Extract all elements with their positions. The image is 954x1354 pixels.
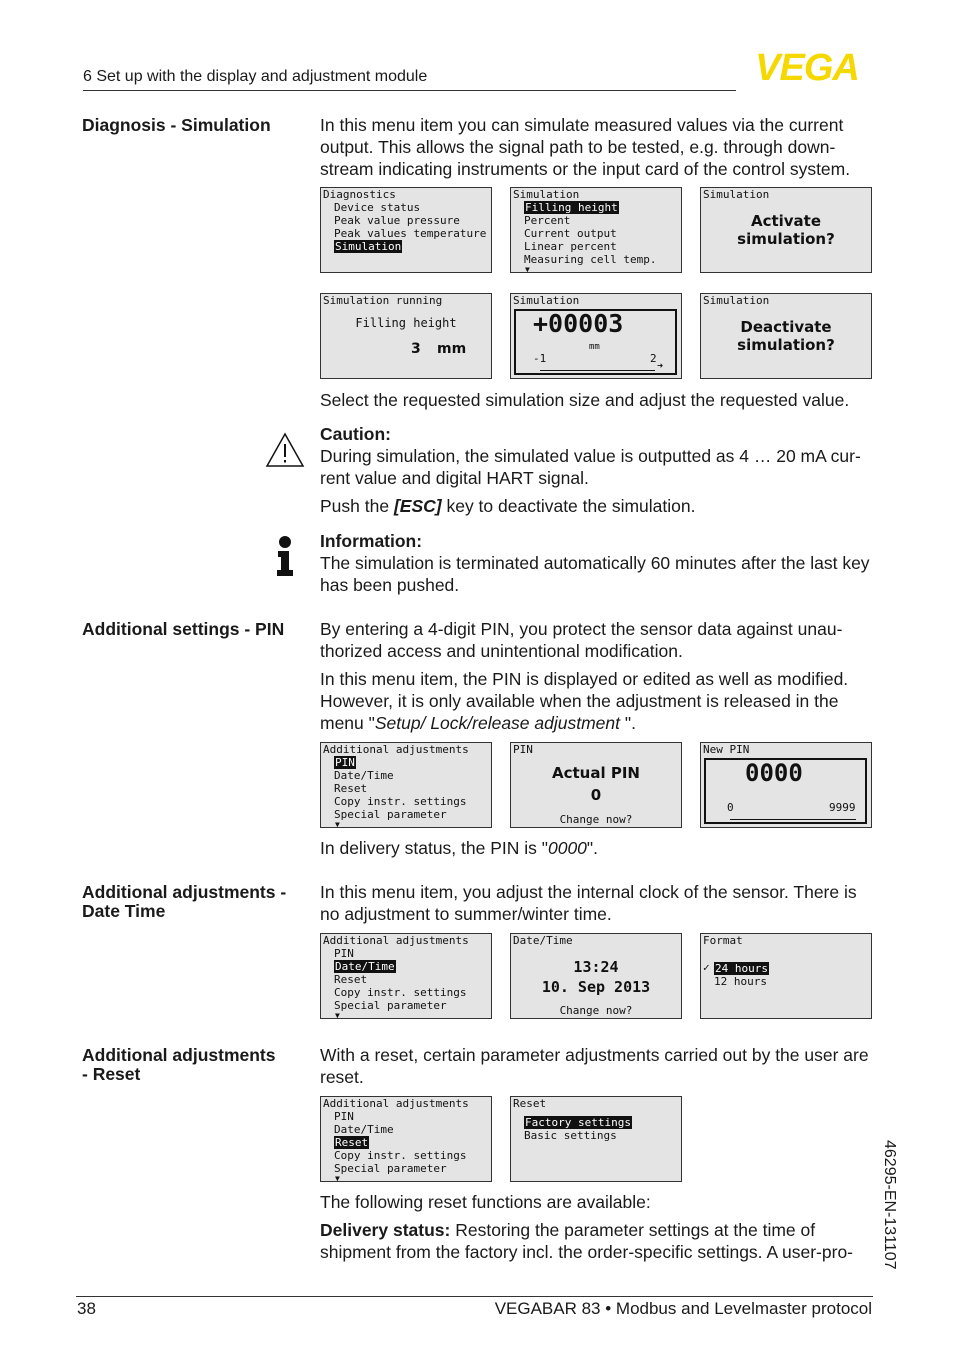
- section-title-reset: Additional adjustments - Reset: [82, 1045, 276, 1084]
- screen-reset: [510, 1096, 682, 1182]
- menu-item: Linear percent: [524, 240, 617, 253]
- screen-simulation-edit: [510, 293, 682, 379]
- new-pin-value: 0000: [745, 759, 803, 787]
- warning-icon: [265, 432, 305, 468]
- page-number: 38: [77, 1299, 96, 1318]
- menu-item-selected: Date/Time: [335, 960, 395, 973]
- menu-item: Date/Time: [334, 1123, 394, 1136]
- screen-datetime: [510, 933, 682, 1019]
- range-min: -1: [533, 352, 547, 365]
- screen-title: Diagnostics: [323, 188, 396, 201]
- menu-item-selected: Factory settings: [525, 1116, 631, 1129]
- document-title: VEGABAR 83 • Modbus and Levelmaster protocol: [494, 1299, 872, 1318]
- menu-item: Copy instr. settings: [334, 1149, 467, 1162]
- change-now-text: Change now?: [559, 813, 633, 826]
- screen-title: Date/Time: [513, 934, 573, 947]
- screen-title: Simulation running: [323, 294, 443, 307]
- menu-item: Peak value pressure: [334, 214, 460, 227]
- screen-title: Simulation: [513, 188, 580, 201]
- menu-item: 12 hours: [714, 975, 767, 988]
- screen-title: Simulation: [513, 294, 580, 307]
- esc-instruction: Push the [ESC] key to deactivate the simulation.: [320, 496, 696, 516]
- pin-delivery-text: In delivery status, the PIN is "0000".: [320, 838, 598, 858]
- prompt-line: Activate: [750, 212, 822, 230]
- info-title: Information:: [320, 531, 423, 551]
- screen-format: [700, 933, 872, 1019]
- screen-datetime-menu: [320, 933, 492, 1019]
- section-title-datetime: Additional adjustments - Date Time: [82, 882, 287, 921]
- screen-title: Format: [703, 934, 743, 947]
- menu-item: Copy instr. settings: [334, 986, 467, 999]
- checkmark-icon: ✓: [703, 961, 710, 974]
- screen-title: Reset: [513, 1097, 547, 1110]
- caution-text: During simulation, the simulated value is outputted as 4 … 20 mA cur-rent value and digital HART signal.: [320, 446, 861, 488]
- simulation-select-text: Select the requested simulation size and adjust the requested value.: [320, 390, 850, 410]
- menu-item: Basic settings: [524, 1129, 617, 1142]
- screen-simulation-menu: [510, 187, 682, 273]
- edit-unit: mm: [589, 342, 600, 352]
- menu-item: Special parameter: [334, 1162, 447, 1175]
- screen-activate-simulation: [700, 187, 872, 273]
- prompt-line: Deactivate: [740, 318, 832, 336]
- screen-deactivate-simulation: [700, 293, 872, 379]
- footer-rule: [76, 1296, 873, 1297]
- simulation-intro: In this menu item you can simulate measured values via the current output. This allows the signal path to be tested, e.g. through down-stream indicating instruments or the input card of the control system.: [320, 115, 851, 179]
- datetime-text: In this menu item, you adjust the internal clock of the sensor. There is no adjustment to summer/winter time.: [320, 882, 857, 924]
- prompt-line: simulation?: [737, 336, 835, 354]
- change-now-text: Change now?: [559, 1004, 633, 1017]
- screen-title: Additional adjustments: [323, 1097, 469, 1110]
- pin-label: Actual PIN: [552, 764, 640, 782]
- screen-simulation-running: [320, 293, 492, 379]
- time-value: 13:24: [573, 958, 619, 976]
- scale-line: [730, 819, 856, 820]
- screen-pin-menu: [320, 742, 492, 828]
- screen-actual-pin: [510, 742, 682, 828]
- caution-title: Caution:: [320, 424, 391, 444]
- edit-value: +00003: [533, 309, 624, 338]
- sim-unit: mm: [437, 341, 467, 357]
- reset-available-text: The following reset functions are available:: [320, 1192, 651, 1212]
- scroll-down-icon: ▼: [335, 1174, 340, 1182]
- reset-text: With a reset, certain parameter adjustments carried out by the user are reset.: [320, 1045, 869, 1087]
- section-title-simulation: Diagnosis - Simulation: [82, 115, 271, 135]
- sim-value: 3: [411, 341, 421, 357]
- vega-logo-text: VEGA: [755, 50, 859, 84]
- prompt-line: simulation?: [737, 230, 835, 248]
- date-value: 10. Sep 2013: [541, 978, 651, 996]
- range-max: 9999: [829, 801, 856, 814]
- screen-title: Simulation: [703, 294, 770, 307]
- menu-item: Special parameter: [334, 808, 447, 821]
- scroll-down-icon: ▼: [335, 1011, 340, 1019]
- scroll-down-icon: ▼: [335, 820, 340, 828]
- menu-item: Peak values temperature: [334, 227, 487, 240]
- screen-new-pin: [700, 742, 872, 828]
- arrow-right-icon: ➜: [657, 361, 664, 372]
- menu-item: PIN: [334, 1110, 354, 1123]
- menu-item-selected: Simulation: [335, 240, 402, 253]
- menu-item-selected: 24 hours: [715, 962, 768, 975]
- screen-title: Additional adjustments: [323, 743, 469, 756]
- section-title-pin: Additional settings - PIN: [82, 619, 285, 639]
- pin-p1: By entering a 4-digit PIN, you protect the sensor data against unau-thorized access and unintentional modification.: [320, 619, 843, 661]
- pin-value: 0: [590, 786, 602, 804]
- screen-reset-menu: [320, 1096, 492, 1182]
- pin-p2: In this menu item, the PIN is displayed or edited as well as modified. However, it is only available when the adjustment is released in the menu "Setup/ Lock/release adjustment ".: [320, 669, 849, 733]
- reset-delivery-text: Delivery status: Restoring the parameter settings at the time of shipment from the factory incl. the order-specific settings. A user-pro-: [320, 1220, 853, 1262]
- menu-item: Reset: [334, 782, 368, 795]
- info-text: The simulation is terminated automatically 60 minutes after the last key has been pushed.: [320, 553, 870, 595]
- menu-item-selected: PIN: [335, 756, 355, 769]
- menu-item: Special parameter: [334, 999, 447, 1012]
- esc-key-label: [ESC]: [393, 496, 442, 516]
- menu-item: Device status: [334, 201, 421, 214]
- menu-item: Reset: [334, 973, 368, 986]
- sim-label: Filling height: [355, 316, 457, 330]
- vega-logo: [741, 50, 873, 84]
- screen-title: New PIN: [703, 743, 750, 756]
- header-rule: [83, 90, 736, 91]
- chapter-header: 6 Set up with the display and adjustment module: [83, 68, 428, 85]
- screen-title: PIN: [513, 743, 533, 756]
- menu-item: Date/Time: [334, 769, 394, 782]
- menu-item: Copy instr. settings: [334, 795, 467, 808]
- info-icon: [272, 535, 298, 577]
- range-max: 2: [650, 352, 657, 365]
- scroll-down-icon: ▼: [525, 265, 530, 273]
- menu-item: Percent: [524, 214, 571, 227]
- scale-line: [540, 370, 655, 371]
- screen-title: Simulation: [703, 188, 770, 201]
- menu-item: Current output: [524, 227, 617, 240]
- menu-item-selected: Reset: [335, 1136, 369, 1149]
- menu-item-selected: Filling height: [525, 201, 618, 214]
- menu-item: Measuring cell temp.: [524, 253, 657, 266]
- screen-diagnostics: [320, 187, 492, 273]
- range-min: 0: [727, 801, 734, 814]
- screen-title: Additional adjustments: [323, 934, 469, 947]
- document-code: 46295-EN-131107: [881, 1140, 898, 1270]
- menu-item: PIN: [334, 947, 354, 960]
